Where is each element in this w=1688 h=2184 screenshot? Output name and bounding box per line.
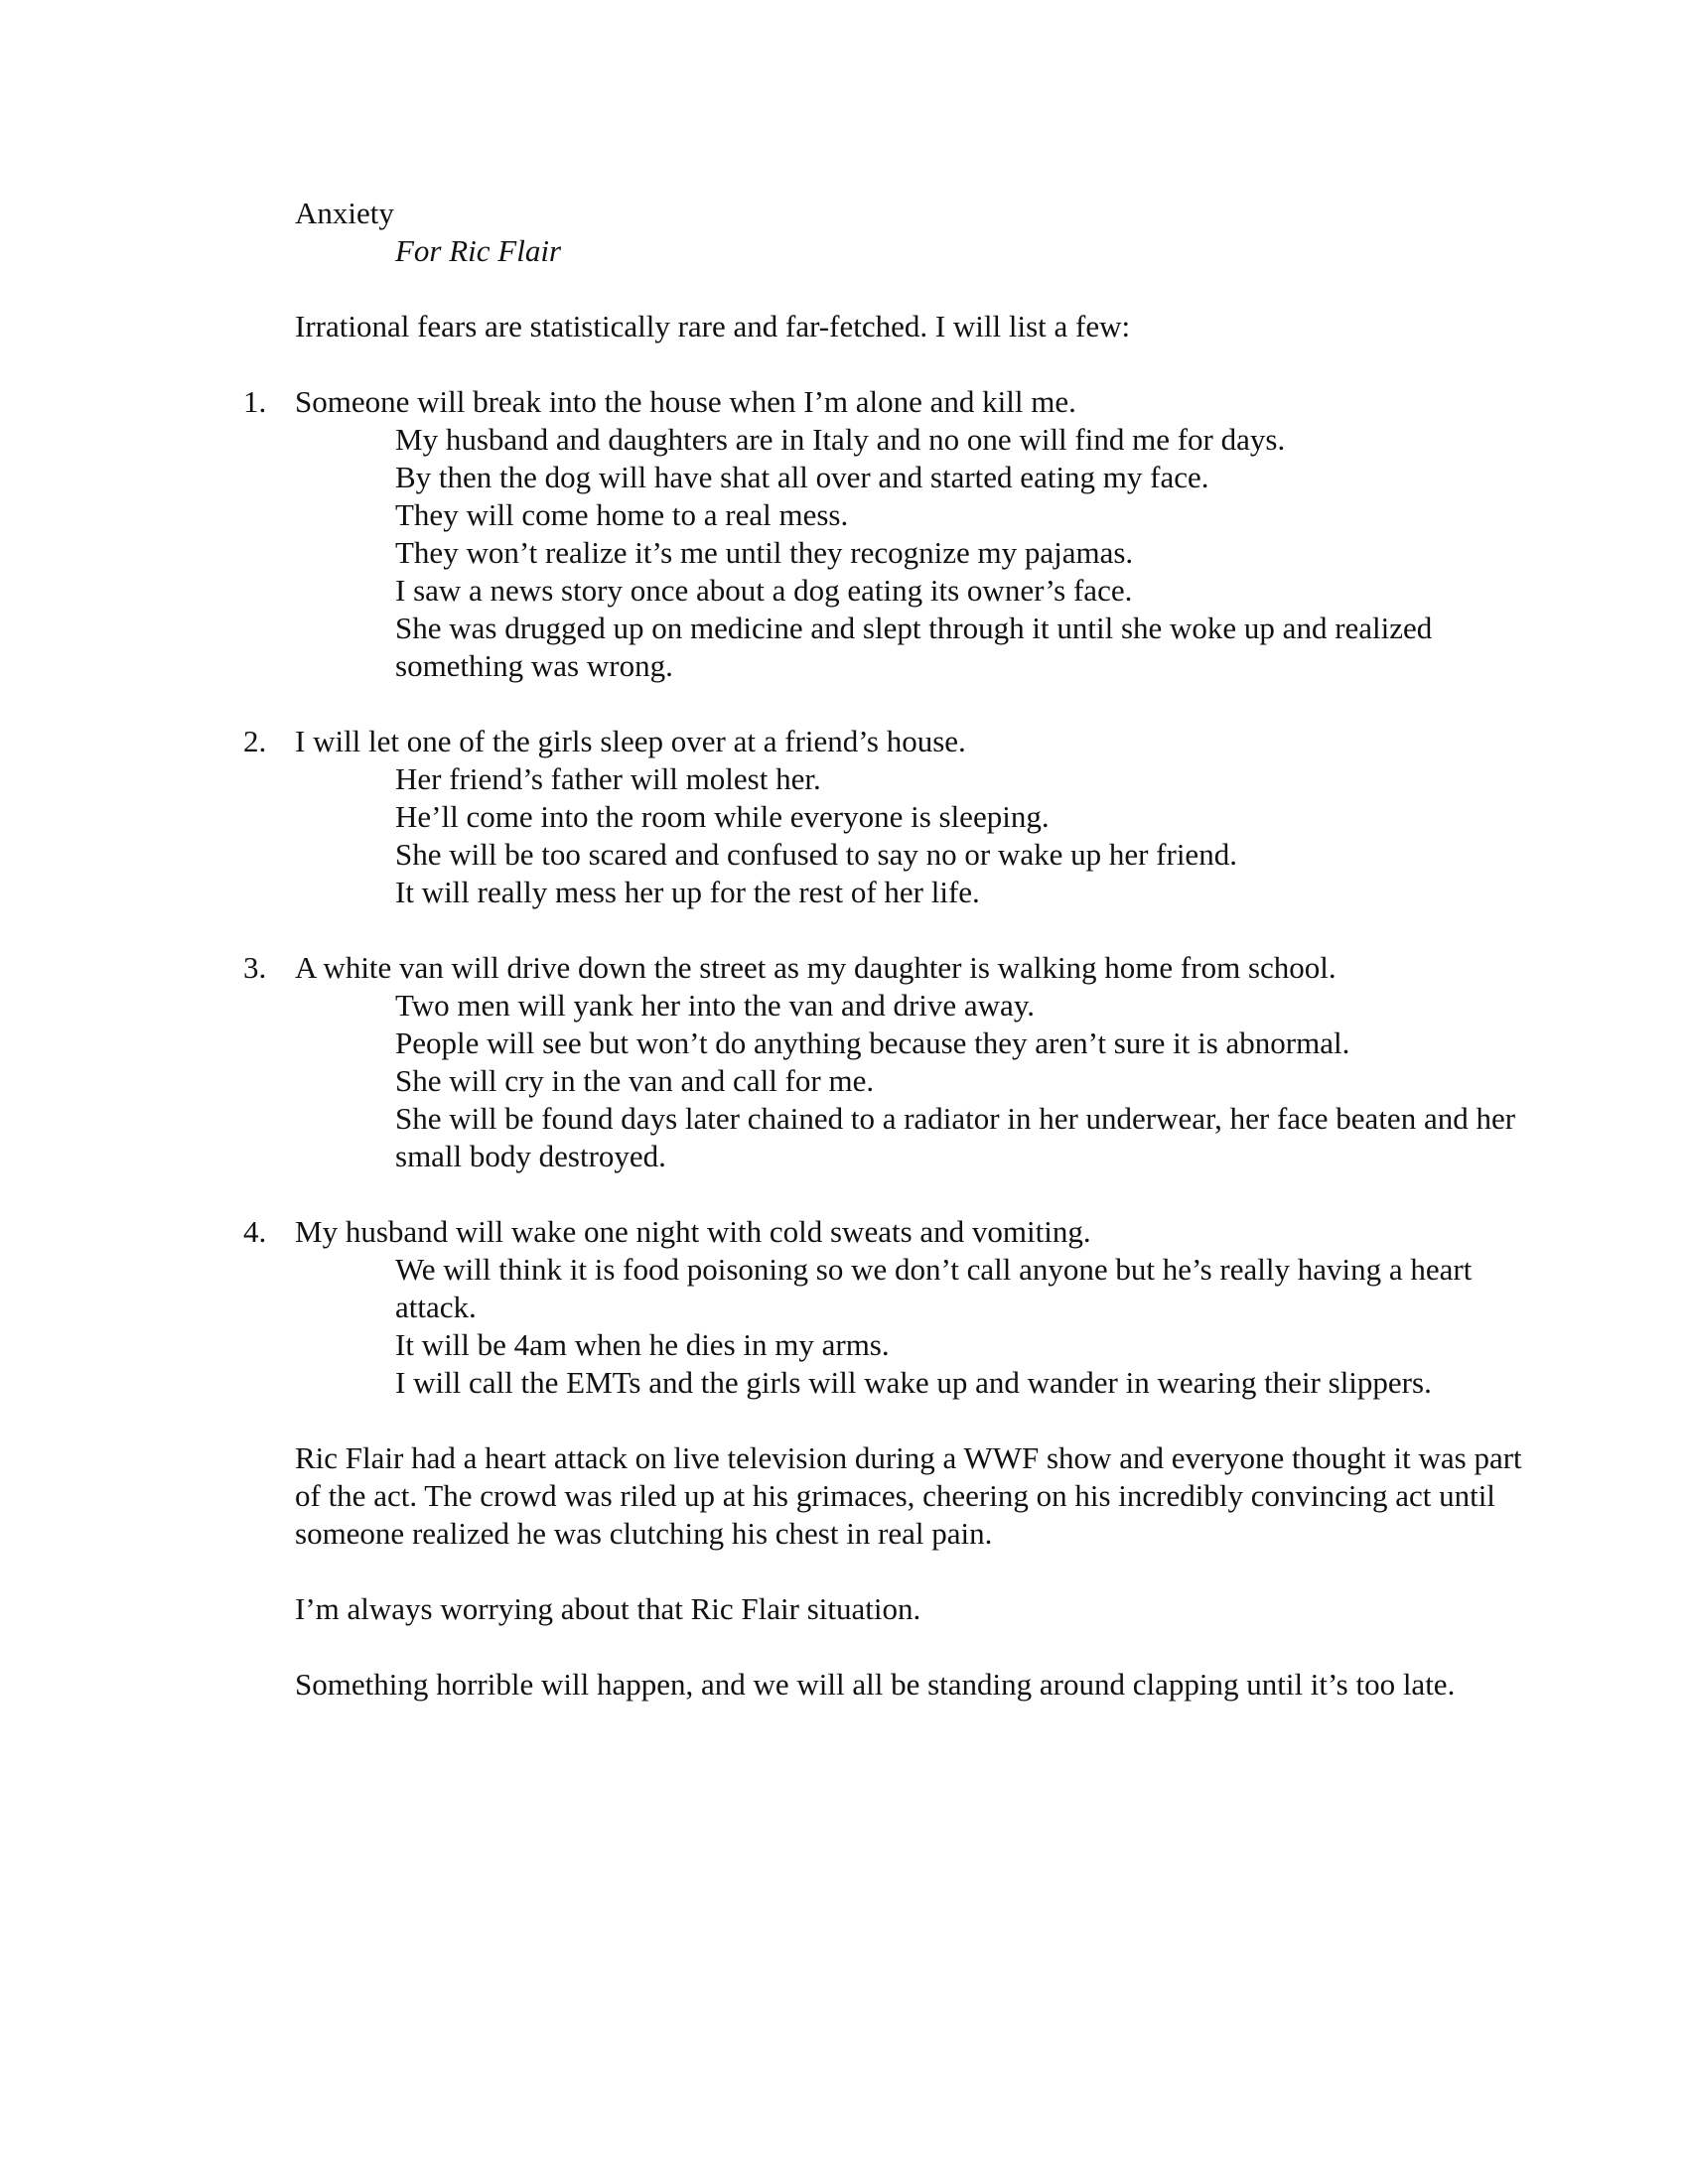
closing-paragraph: Something horrible will happen, and we will all be standing around clapping until it’s too late. bbox=[295, 1667, 1456, 1702]
fear-lead: Someone will break into the house when I’m alone and kill me. bbox=[295, 384, 1076, 419]
closing-paragraph: Ric Flair had a heart attack on live television during a WWF show and everyone thought it was part of the act. The crowd was riled up at his grimaces, cheering on his incredibly convincing act until someone realized he was clutching his chest in real pain. bbox=[295, 1440, 1522, 1551]
fear-detail-line: I saw a news story once about a dog eating its owner’s face. bbox=[395, 573, 1133, 608]
fear-detail-line: He’ll come into the room while everyone is sleeping. bbox=[395, 799, 1050, 834]
fear-detail-line: My husband and daughters are in Italy and no one will find me for days. bbox=[395, 422, 1286, 457]
fear-detail-line: Her friend’s father will molest her. bbox=[395, 761, 821, 796]
fear-item bbox=[243, 383, 1526, 685]
fear-item bbox=[243, 1213, 1526, 1402]
fear-detail-line: It will really mess her up for the rest of her life. bbox=[395, 875, 980, 909]
fear-detail-line: She will cry in the van and call for me. bbox=[395, 1063, 875, 1098]
fear-detail-line: She was drugged up on medicine and slept through it until she woke up and realized something was wrong. bbox=[395, 611, 1433, 683]
fear-item bbox=[243, 949, 1526, 1175]
fear-item bbox=[243, 723, 1526, 911]
poem-dedication: For Ric Flair bbox=[395, 233, 562, 268]
fear-detail-line: We will think it is food poisoning so we don’t call anyone but he’s really having a heart attack. bbox=[395, 1252, 1473, 1324]
fear-detail-line: They won’t realize it’s me until they recognize my pajamas. bbox=[395, 535, 1134, 570]
fear-detail-line: People will see but won’t do anything because they aren’t sure it is abnormal. bbox=[395, 1025, 1350, 1060]
fear-detail-line: They will come home to a real mess. bbox=[395, 497, 849, 532]
fear-number: 2. bbox=[243, 724, 267, 758]
fear-lead: A white van will drive down the street as my daughter is walking home from school. bbox=[295, 950, 1336, 985]
fear-lead: My husband will wake one night with cold sweats and vomiting. bbox=[295, 1214, 1091, 1249]
fear-number: 4. bbox=[243, 1214, 267, 1249]
fear-detail-line: By then the dog will have shat all over and started eating my face. bbox=[395, 460, 1209, 494]
fear-detail-line: She will be found days later chained to a radiator in her underwear, her face beaten and her small body destroyed. bbox=[395, 1101, 1516, 1173]
fear-lead: I will let one of the girls sleep over at a friend’s house. bbox=[295, 724, 966, 758]
fear-detail-line: Two men will yank her into the van and drive away. bbox=[395, 988, 1036, 1023]
intro-paragraph: Irrational fears are statistically rare and far-fetched. I will list a few: bbox=[295, 309, 1131, 343]
fear-detail-line: She will be too scared and confused to say no or wake up her friend. bbox=[395, 837, 1237, 872]
poem-body bbox=[243, 195, 1526, 1704]
poem-title: Anxiety bbox=[295, 196, 394, 230]
fear-number: 1. bbox=[243, 384, 267, 419]
closing-paragraph: I’m always worrying about that Ric Flair situation. bbox=[295, 1591, 921, 1626]
fear-number: 3. bbox=[243, 950, 267, 985]
fear-detail-line: I will call the EMTs and the girls will wake up and wander in wearing their slippers. bbox=[395, 1365, 1432, 1400]
fear-detail-line: It will be 4am when he dies in my arms. bbox=[395, 1327, 890, 1362]
